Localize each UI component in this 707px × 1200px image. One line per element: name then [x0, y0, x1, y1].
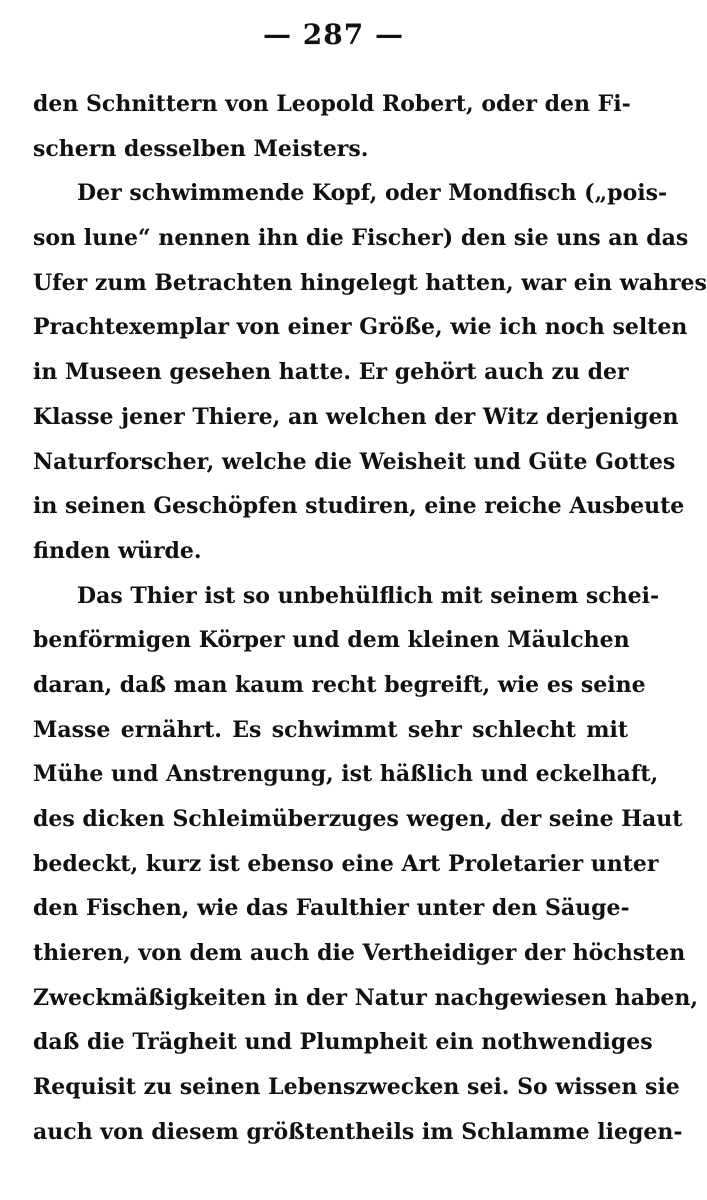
text-line-7: in Museen gesehen hatte. Er gehört auch zu der [33, 359, 629, 386]
text-line-20: thieren, von dem auch die Vertheidiger der höchsten [33, 940, 686, 967]
text-line-3: Der schwimmende Kopf, oder Mondfisch („pois- [77, 180, 668, 207]
text-line-9: Naturforscher, welche die Weisheit und Güte Gottes [33, 448, 676, 475]
text-line-14: daran, daß man kaum recht begreift, wie es seine [33, 671, 646, 698]
text-line-23: Requisit zu seinen Lebenszwecken sei. So wissen sie [33, 1074, 680, 1101]
body-text [33, 82, 707, 1155]
text-line-2: schern desselben Meisters. [33, 135, 369, 162]
text-line-24: auch von diesem größtentheils im Schlamme liegen- [33, 1118, 683, 1145]
text-line-19: den Fischen, wie das Faulthier unter den Säuge- [33, 895, 630, 922]
text-line-17: des dicken Schleimüberzuges wegen, der seine Haut [33, 806, 683, 832]
text-line-6: Prachtexemplar von einer Größe, wie ich noch selten [33, 314, 688, 341]
text-line-1: den Schnittern von Leopold Robert, oder den Fi- [33, 91, 631, 117]
text-line-22: daß die Trägheit und Plumpheit ein nothwendiges [33, 1029, 653, 1056]
text-line-12: Das Thier ist so unbehülflich mit seinem schei- [77, 582, 660, 609]
text-line-4: son lune“ nennen ihn die Fischer) den sie uns an das [33, 225, 689, 252]
text-line-16: Mühe und Anstrengung, ist häßlich und eckelhaft, [33, 761, 659, 788]
text-line-21: Zweckmäßigkeiten in der Natur nachgewiesen haben, [33, 984, 699, 1011]
text-line-5: Ufer zum Betrachten hingelegt hatten, war ein wahres [33, 269, 707, 296]
text-line-8: Klasse jener Thiere, an welchen der Witz derjenigen [33, 403, 679, 430]
text-line-15: Masse ernährt. Es schwimmt sehr schlecht mit [33, 716, 628, 743]
text-line-18: bedeckt, kurz ist ebenso eine Art Proletarier unter [33, 850, 659, 877]
text-line-10: in seinen Geschöpfen studiren, eine reiche Ausbeute [33, 493, 685, 520]
text-line-13: benförmigen Körper und dem kleinen Mäulchen [33, 627, 630, 654]
page-number-header: — 287 — [263, 18, 404, 51]
text-line-11: finden würde. [33, 537, 202, 564]
